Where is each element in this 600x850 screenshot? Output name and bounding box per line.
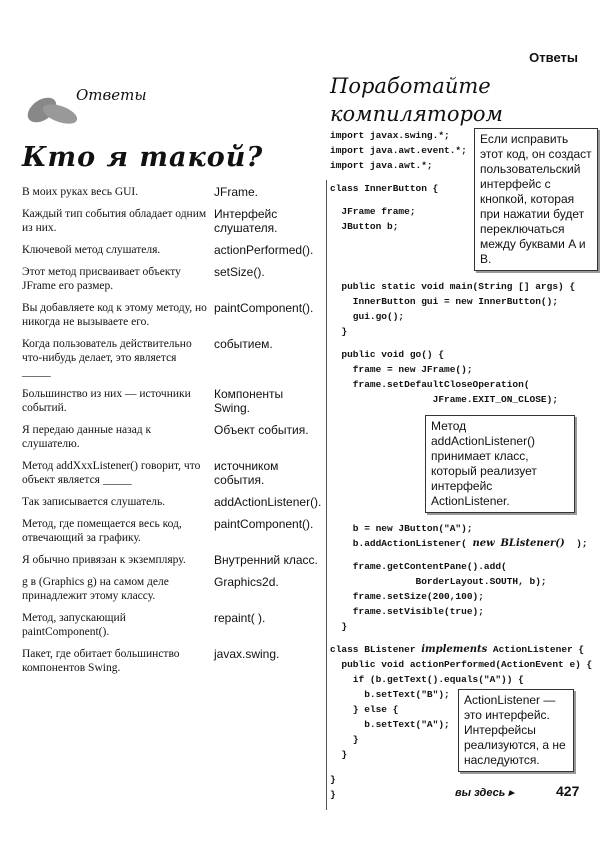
quiz-row [22,495,322,509]
code-text: ActionListener { [487,644,585,655]
answer: setSize(). [214,265,265,279]
page-title: Кто я такой? [22,142,264,173]
sneakers-illustration [20,82,80,130]
code-listing [330,128,598,802]
spacer [330,339,598,347]
code-line: InnerButton gui = new InnerButton(); [330,296,559,307]
question: Каждый тип события обладает одним из них. [22,208,207,234]
handwritten-fix: implements [421,644,488,655]
code-line: b.setText("B"); [330,689,450,700]
code-line [330,536,598,551]
code-line: public void actionPerformed(ActionEvent e) { [330,659,593,670]
question: Пакет, где обитает большинство компонентов Swing. [22,648,180,674]
page-number: 427 [556,783,580,799]
quiz-row [22,243,322,257]
question: Большинство из них — источники событий. [22,388,191,414]
answer: Graphics2d. [214,575,279,589]
code-line: import javax.swing.*; [330,130,450,141]
callout-note: Если исправить этот код, он создаст пользовательский интерфейс с кнопкой, которая при нажатии будет переключаться между буквами A и B. [474,128,598,271]
answer: javax.swing. [214,647,280,661]
code-line: import java.awt.*; [330,160,433,171]
question: g в (Graphics g) на самом деле принадлежит этому классу. [22,576,169,602]
code-line: frame.getContentPane().add( [330,561,507,572]
code-line: } [330,734,359,745]
spacer [330,173,472,181]
code-line: if (b.getText().equals("A")) { [330,674,524,685]
code-text: class BListener [330,644,422,655]
quiz-row [22,575,322,603]
question: Когда пользователь действительно что-нибудь делает, это является _____ [22,338,192,378]
spacer [330,271,598,279]
code-line [330,642,598,657]
spacer [330,634,598,642]
code-line: } [330,621,348,632]
question: Я обычно привязан к экземпляру. [22,554,186,566]
question: Ключевой метод слушателя. [22,244,161,256]
question: Метод, где помещается весь код, отвечающий за графику. [22,518,182,544]
quiz-row [22,517,322,545]
answer: Внутренний класс. [214,553,318,567]
answer: событием. [214,337,273,351]
code-column [330,128,472,234]
title-line: компилятором [330,102,503,126]
title-line: Поработайте [330,74,491,98]
code-line: b = new JButton("A"); [330,523,473,534]
quiz-row [22,387,322,415]
code-line: JFrame.EXIT_ON_CLOSE); [330,394,559,405]
code-line: public void go() { [330,349,445,360]
answers-label: Ответы [76,86,147,104]
question: Вы добавляете код к этому методу, но никогда не вызываете его. [22,302,207,328]
callout-note: Метод addActionListener() принимает класс, который реализует интерфейс ActionListener. [425,415,575,513]
quiz-row [22,611,322,639]
answer: addActionListener(). [214,495,322,509]
answer: actionPerformed(). [214,243,314,257]
callout-note: ActionListener — это интерфейс. Интерфейсы реализуются, а не наследуются. [458,689,574,772]
code-line: } else { [330,704,399,715]
code-line: frame.setVisible(true); [330,606,484,617]
answer: Объект события. [214,423,309,437]
code-line: b.setText("A"); [330,719,450,730]
answer: paintComponent(). [214,517,314,531]
code-bar [326,180,327,810]
quiz-row [22,207,322,235]
answer: repaint( ). [214,611,266,625]
code-line: public static void main(String [] args) { [330,281,576,292]
answer: источником события. [214,459,279,487]
quiz-row [22,301,322,329]
spacer [330,551,598,559]
question: Метод, запускающий paintComponent(). [22,612,126,638]
code-text: ); [564,538,588,549]
footer-link: вы здесь ▸ [455,787,514,799]
answer: paintComponent(). [214,301,314,315]
code-line: frame.setDefaultCloseOperation( [330,379,530,390]
code-line: gui.go(); [330,311,405,322]
question: Метод addXxxListener() говорит, что объект является _____ [22,460,201,486]
spacer [330,196,472,204]
code-line: BorderLayout.SOUTH, b); [330,576,547,587]
question: В моих руках весь GUI. [22,186,139,198]
answer: Компоненты Swing. [214,387,284,415]
code-line: import java.awt.event.*; [330,145,467,156]
quiz-row [22,423,322,451]
quiz-row [22,459,322,487]
question: Так записывается слушатель. [22,496,166,508]
exercise-title [330,72,503,128]
code-text: b.addActionListener( [330,538,473,549]
quiz-row [22,553,322,567]
handwritten-fix: new [472,538,495,549]
code-line: } [330,326,348,337]
question: Я передаю данные назад к слушателю. [22,424,152,450]
code-line: class InnerButton { [330,183,439,194]
code-line: } [330,749,348,760]
code-column [330,687,458,762]
handwritten-fix: BListener() [500,538,565,549]
code-line: JButton b; [330,221,399,232]
section-header: Ответы [529,50,578,65]
code-block [330,687,598,772]
code-line: } [330,774,336,785]
code-line: frame = new JFrame(); [330,364,473,375]
quiz-row [22,185,322,199]
code-line: } [330,789,336,800]
quiz-row [22,337,322,379]
code-block [330,128,598,271]
quiz-list [22,185,322,683]
quiz-row [22,265,322,293]
question: Этот метод присваивает объекту JFrame его размер. [22,266,181,292]
quiz-row [22,647,322,675]
code-line: frame.setSize(200,100); [330,591,484,602]
answer: JFrame. [214,185,259,199]
code-line: JFrame frame; [330,206,416,217]
answer: Интерфейс слушателя. [214,207,278,235]
